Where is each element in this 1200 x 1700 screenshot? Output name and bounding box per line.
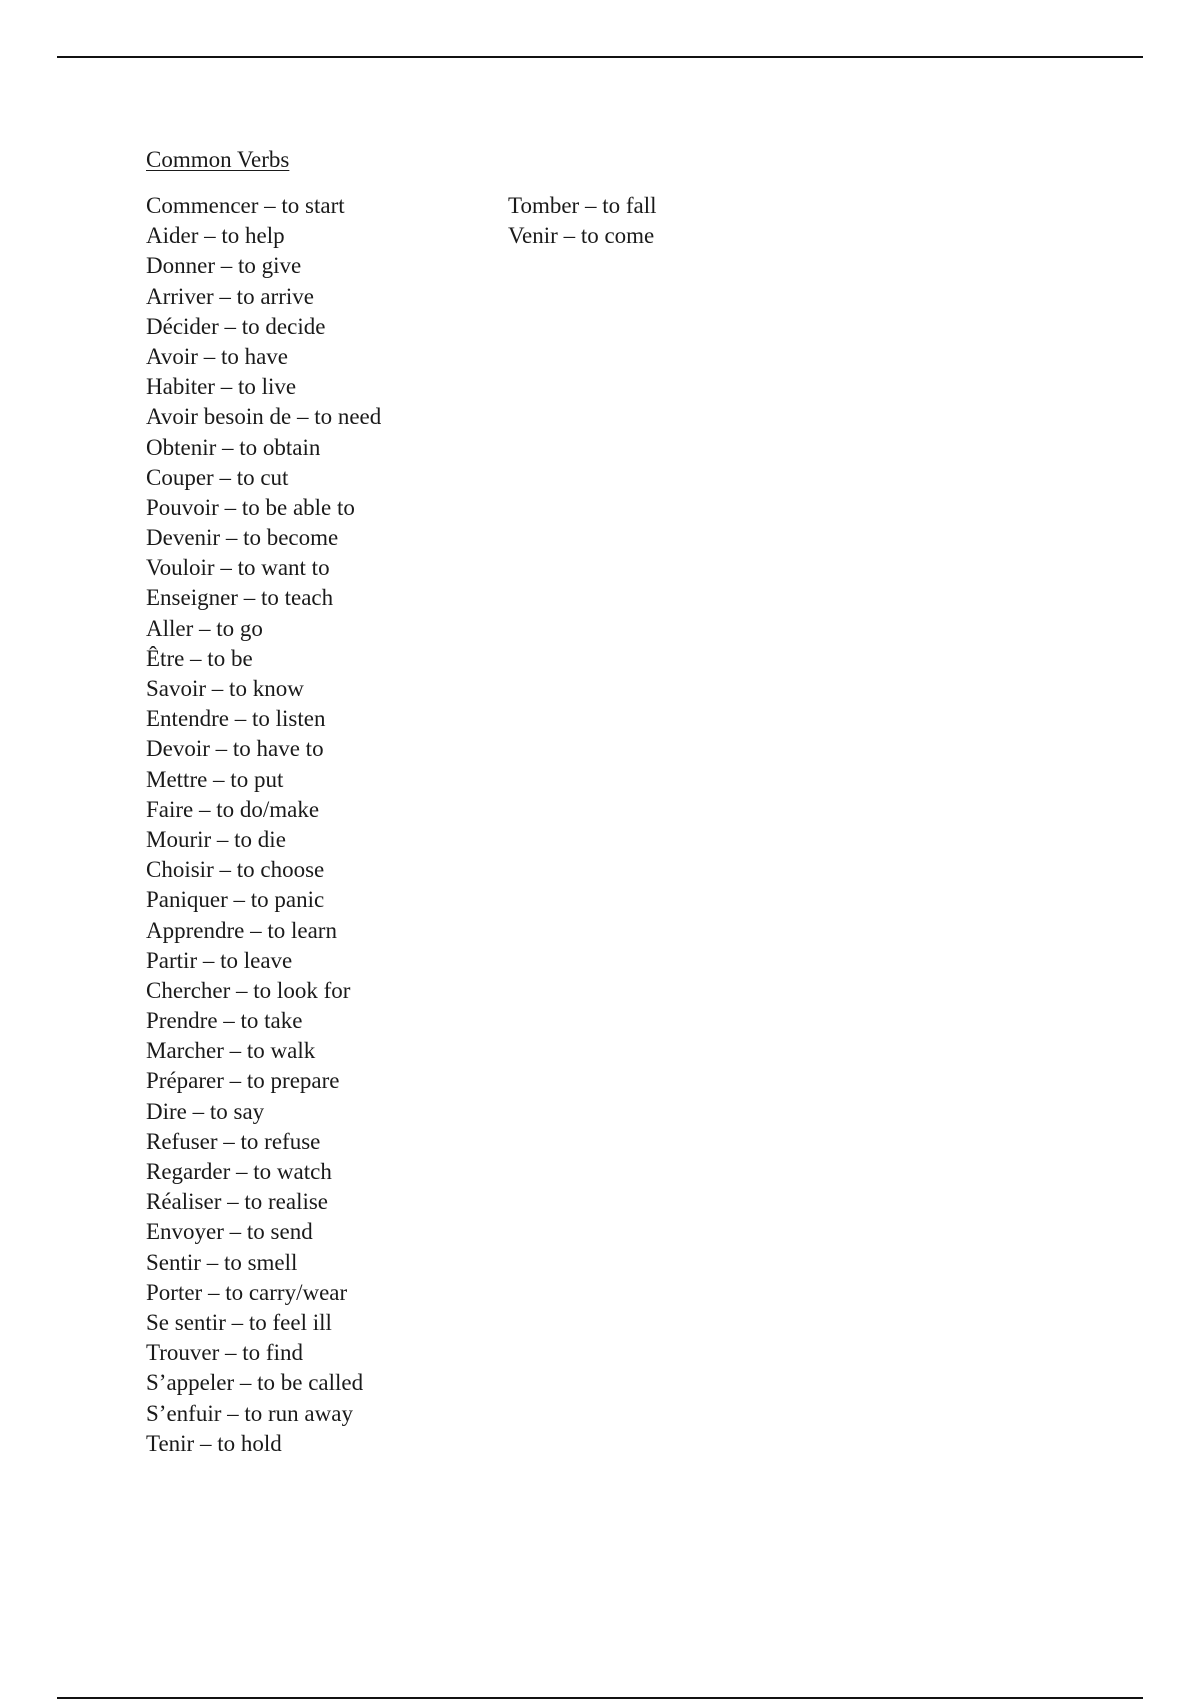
verb-entry: Habiter – to live xyxy=(146,374,297,400)
verb-entry: Devenir – to become xyxy=(146,525,339,551)
verb-entry: Réaliser – to realise xyxy=(146,1189,329,1215)
verb-entry: Se sentir – to feel ill xyxy=(146,1309,332,1335)
verb-entry: Être – to be xyxy=(146,645,253,671)
verb-entry: Paniquer – to panic xyxy=(146,887,325,913)
verb-entry: Avoir – to have xyxy=(146,343,289,369)
verb-entry: Enseigner – to teach xyxy=(146,585,334,611)
verb-entry: Chercher – to look for xyxy=(146,977,351,1003)
verb-entry: Devoir – to have to xyxy=(146,736,324,762)
verb-entry: Aller – to go xyxy=(146,615,263,641)
verb-entry: Trouver – to find xyxy=(146,1340,303,1366)
verb-entry: Aider – to help xyxy=(146,223,285,249)
verb-entry: Envoyer – to send xyxy=(146,1219,313,1245)
verb-entry: Savoir – to know xyxy=(146,676,304,701)
verb-entry: Choisir – to choose xyxy=(146,857,325,883)
verb-entry: Tomber – to fall xyxy=(508,193,657,218)
verb-entry: Pouvoir – to be able to xyxy=(146,494,355,520)
verb-entry: Apprendre – to learn xyxy=(146,917,337,943)
verb-entry: Arriver – to arrive xyxy=(146,283,314,309)
verb-list-right-column xyxy=(508,191,657,251)
verb-entry: Venir – to come xyxy=(508,223,655,249)
footer-rule xyxy=(57,1697,1143,1699)
header-rule xyxy=(57,56,1143,58)
verb-list-left-column xyxy=(146,191,381,1459)
verb-entry: Faire – to do/make xyxy=(146,796,320,822)
page-heading: Common Verbs xyxy=(146,147,290,172)
verb-entry: Décider – to decide xyxy=(146,313,326,339)
verb-entry: Obtenir – to obtain xyxy=(146,434,321,460)
verb-entry: Vouloir – to want to xyxy=(146,555,330,581)
verb-entry: Commencer – to start xyxy=(146,193,345,218)
verb-entry: Marcher – to walk xyxy=(146,1038,316,1064)
verb-entry: S’enfuir – to run away xyxy=(146,1400,353,1426)
verb-entry: Couper – to cut xyxy=(146,464,289,490)
verb-entry: Refuser – to refuse xyxy=(146,1128,321,1154)
verb-entry: Mourir – to die xyxy=(146,826,286,852)
verb-entry: Sentir – to smell xyxy=(146,1249,298,1275)
verb-entry: Donner – to give xyxy=(146,253,302,279)
verb-entry: Dire – to say xyxy=(146,1098,265,1124)
verb-entry: Regarder – to watch xyxy=(146,1159,332,1184)
verb-entry: Avoir besoin de – to need xyxy=(146,404,382,430)
verb-entry: Prendre – to take xyxy=(146,1008,303,1034)
verb-entry: Mettre – to put xyxy=(146,766,284,792)
verb-entry: Porter – to carry/wear xyxy=(146,1279,348,1305)
verb-entry: Partir – to leave xyxy=(146,947,293,973)
verb-entry: Tenir – to hold xyxy=(146,1430,282,1456)
verb-entry: S’appeler – to be called xyxy=(146,1370,364,1396)
verb-entry: Entendre – to listen xyxy=(146,706,326,732)
verb-entry: Préparer – to prepare xyxy=(146,1068,340,1094)
